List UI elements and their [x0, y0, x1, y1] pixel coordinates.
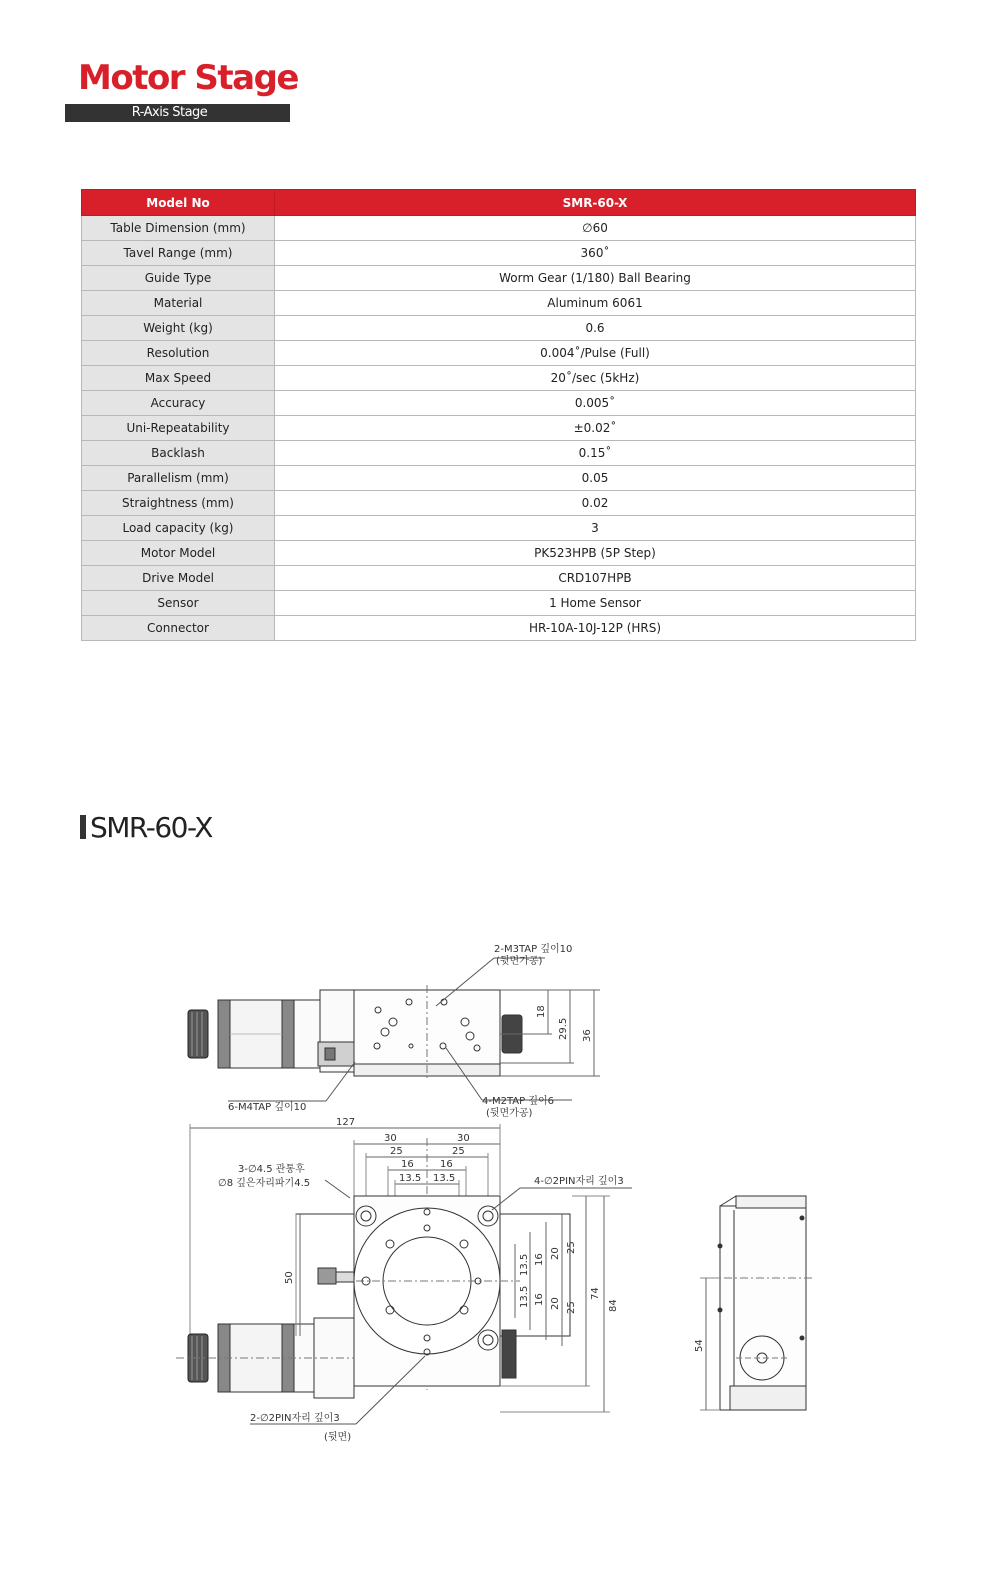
table-row: [82, 216, 916, 241]
table-row: [82, 266, 916, 291]
table-row: [82, 416, 916, 441]
spec-label: Sensor: [82, 591, 275, 616]
table-row: [82, 366, 916, 391]
spec-value: 0.005˚: [275, 391, 916, 416]
spec-label: Weight (kg): [82, 316, 275, 341]
spec-value: 1 Home Sensor: [275, 591, 916, 616]
spec-header-value: SMR-60-X: [275, 190, 916, 216]
dim-30-left: 30: [384, 1133, 397, 1144]
gear-housing: [294, 1000, 320, 1068]
spec-label: Drive Model: [82, 566, 275, 591]
table-row: [82, 291, 916, 316]
dim-v16-bot: 16: [534, 1293, 545, 1306]
spec-header-label: Model No: [82, 190, 275, 216]
table-row: [82, 466, 916, 491]
spec-value: PK523HPB (5P Step): [275, 541, 916, 566]
spec-label: Material: [82, 291, 275, 316]
page-title: Motor Stage: [78, 58, 298, 98]
spec-label: Accuracy: [82, 391, 275, 416]
dim-50: 50: [284, 1271, 295, 1284]
table-row: [82, 491, 916, 516]
spec-value: 0.6: [275, 316, 916, 341]
dim-v25-bot: 25: [566, 1301, 577, 1314]
note-m3tap: 2-M3TAP 깊이10: [494, 944, 573, 955]
spec-value: 0.02: [275, 491, 916, 516]
dim-18: 18: [536, 1005, 547, 1018]
dim-16-left: 16: [401, 1159, 414, 1170]
spec-label: Motor Model: [82, 541, 275, 566]
subtitle: R-Axis Stage: [131, 105, 208, 120]
spec-label: Tavel Range (mm): [82, 241, 275, 266]
side-view: [700, 1196, 812, 1410]
section-marker: [80, 815, 86, 839]
table-row: [82, 241, 916, 266]
table-row: [82, 516, 916, 541]
dim-v25-top: 25: [566, 1241, 577, 1254]
subtitle-bar: [65, 104, 290, 122]
dim-127: 127: [336, 1117, 356, 1128]
dim-v16-top: 16: [534, 1253, 545, 1266]
table-row: [82, 316, 916, 341]
dim-v20-top: 20: [550, 1247, 561, 1260]
technical-drawing: [0, 900, 1000, 1460]
table-row: [82, 391, 916, 416]
side-body: [720, 1206, 806, 1410]
dim-36: 36: [582, 1029, 593, 1042]
note-m4tap: 6-M4TAP 깊이10: [228, 1102, 307, 1113]
table-row: [82, 341, 916, 366]
dim-30-right: 30: [457, 1133, 470, 1144]
dim-25-left: 25: [390, 1146, 403, 1157]
spec-label: Guide Type: [82, 266, 275, 291]
table-row: [82, 541, 916, 566]
spec-value: Aluminum 6061: [275, 291, 916, 316]
note-pin-bottom: 2-∅2PIN자리 깊이3: [250, 1413, 340, 1424]
dim-v13-5-top: 13.5: [519, 1253, 530, 1276]
spec-label: Backlash: [82, 441, 275, 466]
spec-value: 0.004˚/Pulse (Full): [275, 341, 916, 366]
dim-84: 84: [608, 1299, 619, 1312]
note-m2tap: 4-M2TAP 깊이6: [482, 1096, 555, 1107]
spec-value: HR-10A-10J-12P (HRS): [275, 616, 916, 641]
spec-value: Worm Gear (1/180) Ball Bearing: [275, 266, 916, 291]
spec-label: Max Speed: [82, 366, 275, 391]
spec-value: ±0.02˚: [275, 416, 916, 441]
spec-value: 360˚: [275, 241, 916, 266]
dim-13-5-left: 13.5: [399, 1173, 422, 1184]
note-m3tap-sub: (뒷면가공): [496, 956, 543, 967]
spec-label: Resolution: [82, 341, 275, 366]
table-row: [82, 441, 916, 466]
note-hole45: 3-∅4.5 관통후: [238, 1164, 305, 1175]
spec-value: ∅60: [275, 216, 916, 241]
spec-label: Parallelism (mm): [82, 466, 275, 491]
note-pin-bottom-sub: (뒷면): [324, 1432, 352, 1443]
dim-54: 54: [694, 1339, 705, 1352]
spec-header-row: [82, 190, 916, 216]
spec-value: 0.05: [275, 466, 916, 491]
note-hole45-sub: ∅8 깊은자리파기4.5: [218, 1178, 311, 1189]
table-row: [82, 591, 916, 616]
dim-29-5: 29.5: [558, 1017, 569, 1040]
table-row: [82, 566, 916, 591]
dim-13-5-right: 13.5: [433, 1173, 456, 1184]
spec-label: Uni-Repeatability: [82, 416, 275, 441]
dim-16-right: 16: [440, 1159, 453, 1170]
spec-value: 3: [275, 516, 916, 541]
dim-25-right: 25: [452, 1146, 465, 1157]
spec-table: [81, 189, 916, 641]
section-heading: [80, 807, 212, 847]
spec-label: Load capacity (kg): [82, 516, 275, 541]
spec-label: Table Dimension (mm): [82, 216, 275, 241]
dim-v13-5-bot: 13.5: [519, 1285, 530, 1308]
knob: [188, 1010, 208, 1058]
spec-value: 0.15˚: [275, 441, 916, 466]
spec-label: Connector: [82, 616, 275, 641]
note-pin-top: 4-∅2PIN자리 깊이3: [534, 1176, 624, 1187]
top-view: [188, 958, 600, 1101]
spec-value: CRD107HPB: [275, 566, 916, 591]
note-m2tap-sub: (뒷면가공): [486, 1108, 533, 1119]
section-title: SMR-60-X: [90, 810, 212, 844]
table-row: [82, 616, 916, 641]
spec-value: 20˚/sec (5kHz): [275, 366, 916, 391]
dim-v20-bot: 20: [550, 1297, 561, 1310]
spec-label: Straightness (mm): [82, 491, 275, 516]
dim-74: 74: [590, 1287, 601, 1300]
